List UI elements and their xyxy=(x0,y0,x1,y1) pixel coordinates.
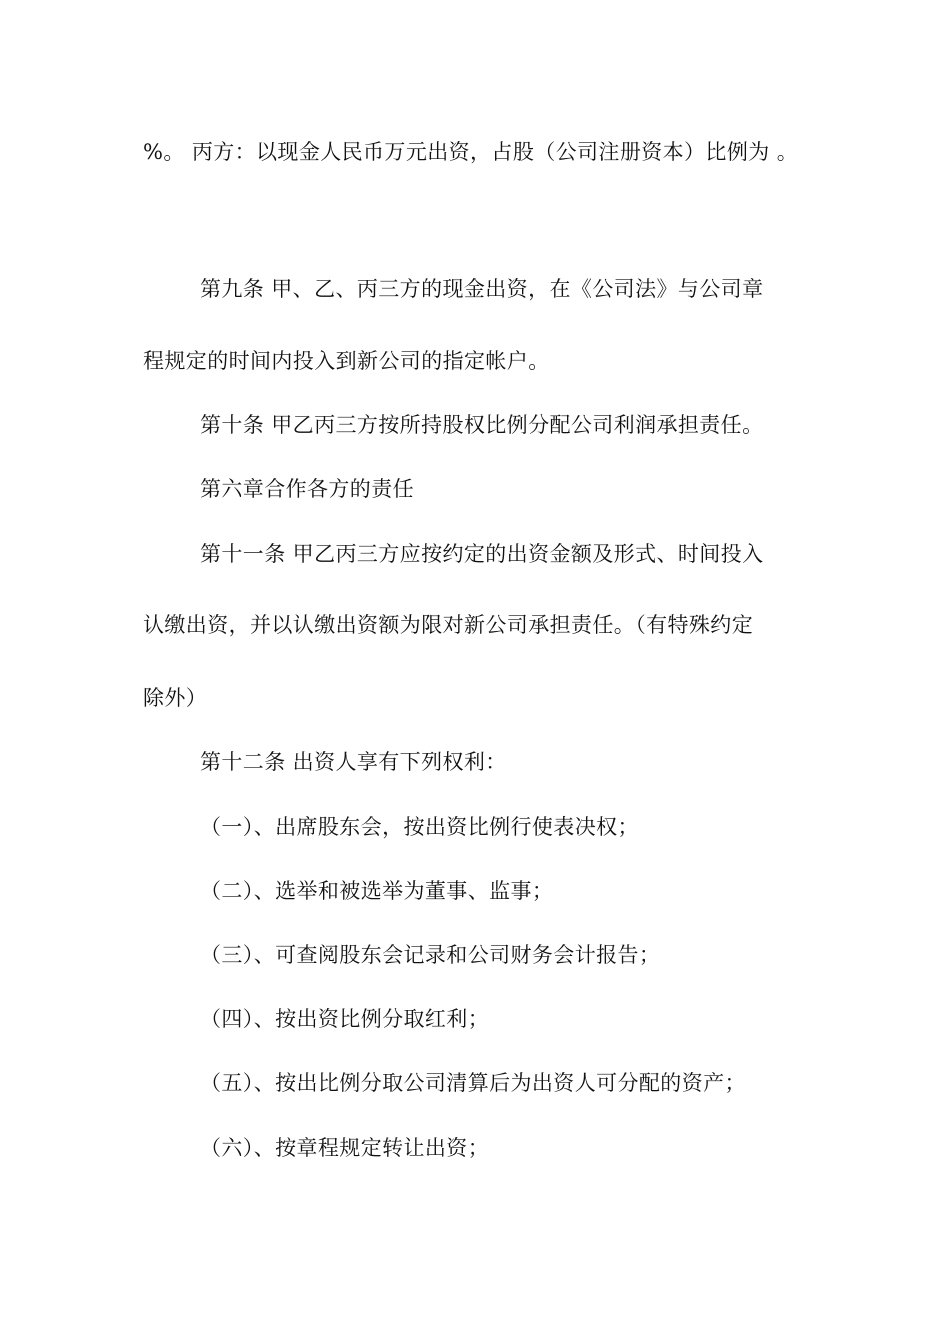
right-item-1: （一）、出席股东会，按出资比例行使表决权； xyxy=(200,815,639,839)
article-11-continuation-1: 认缴出资，并以认缴出资额为限对新公司承担责任。（有特殊约定 xyxy=(143,613,754,637)
article-9-line: 第九条 甲、乙、丙三方的现金出资，在《公司法》与公司章 xyxy=(200,277,764,301)
article-11-line: 第十一条 甲乙丙三方应按约定的出资金额及形式、时间投入 xyxy=(200,542,764,566)
right-item-5: （五）、按出比例分取公司清算后为出资人可分配的资产； xyxy=(200,1071,746,1095)
right-item-2: （二）、选举和被选举为董事、监事； xyxy=(200,879,554,903)
right-item-3: （三）、可查阅股东会记录和公司财务会计报告； xyxy=(200,943,661,967)
article-10-line: 第十条 甲乙丙三方按所持股权比例分配公司利润承担责任。 xyxy=(200,413,764,437)
chapter-6-heading: 第六章合作各方的责任 xyxy=(200,477,414,501)
article-9-continuation: 程规定的时间内投入到新公司的指定帐户。 xyxy=(143,349,550,373)
article-11-continuation-2: 除外） xyxy=(143,686,208,710)
article-12-line: 第十二条 出资人享有下列权利： xyxy=(200,750,507,774)
paragraph-line: %。 丙方：以现金人民币万元出资，占股（公司注册资本）比例为 。 xyxy=(143,140,799,164)
right-item-6: （六）、按章程规定转让出资； xyxy=(200,1136,490,1160)
right-item-4: （四）、按出资比例分取红利； xyxy=(200,1007,490,1031)
